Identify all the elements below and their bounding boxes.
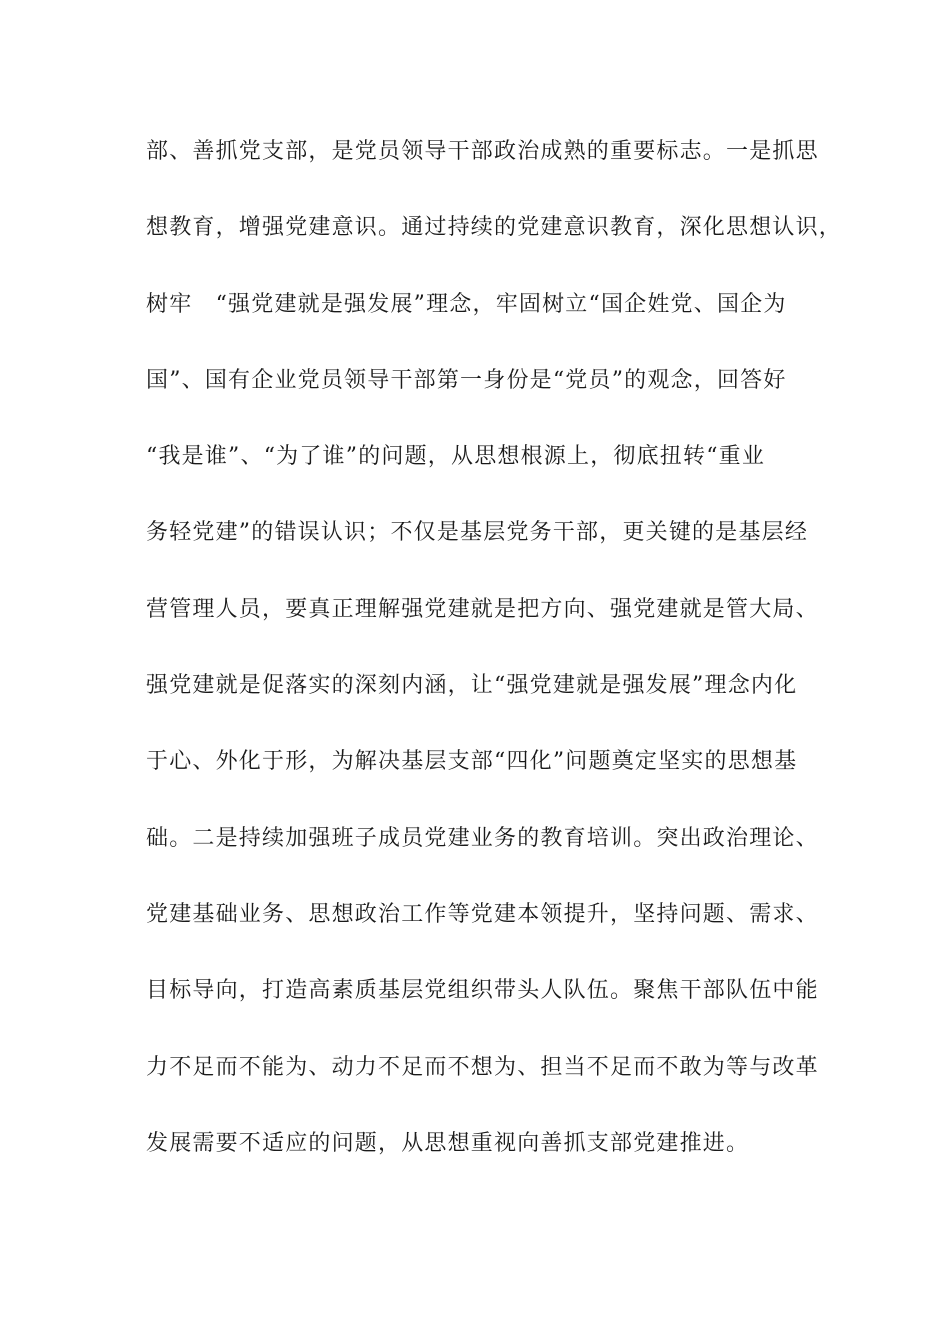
text-line: 部、善抓党支部，是党员领导干部政治成熟的重要标志。一是抓思	[146, 139, 819, 164]
text-line: 强党建就是促落实的深刻内涵，让“强党建就是强发展”理念内化	[146, 673, 798, 699]
text-line: 国”、国有企业党员领导干部第一身份是“党员”的观念，回答好	[146, 367, 787, 393]
text-line: 础。二是持续加强班子成员党建业务的教育培训。突出政治理论、	[146, 825, 819, 851]
text-line: 营管理人员，要真正理解强党建就是把方向、强党建就是管大局、	[146, 596, 819, 622]
text-line: 发展需要不适应的问题，从思想重视向善抓支部党建推进。	[146, 1130, 750, 1156]
text-line: 务轻党建”的错误认识；不仅是基层党务干部，更关键的是基层经	[146, 520, 809, 546]
text-line: “我是谁”、“为了谁”的问题，从思想根源上，彻底扭转“重业	[146, 444, 766, 470]
text-line: 党建基础业务、思想政治工作等党建本领提升，坚持问题、需求、	[146, 901, 819, 927]
body-paragraph	[146, 128, 843, 1196]
text-line: 想教育，增强党建意识。通过持续的党建意识教育，深化思想认识，	[146, 215, 843, 241]
text-line: 目标导向，打造高素质基层党组织带头人队伍。聚焦干部队伍中能	[146, 978, 819, 1004]
text-line: 树牢 “强党建就是强发展”理念，牢固树立“国企姓党、国企为	[146, 291, 787, 317]
text-line: 力不足而不能为、动力不足而不想为、担当不足而不敢为等与改革	[146, 1054, 819, 1080]
text-line: 于心、外化于形，为解决基层支部“四化”问题奠定坚实的思想基	[146, 749, 798, 775]
